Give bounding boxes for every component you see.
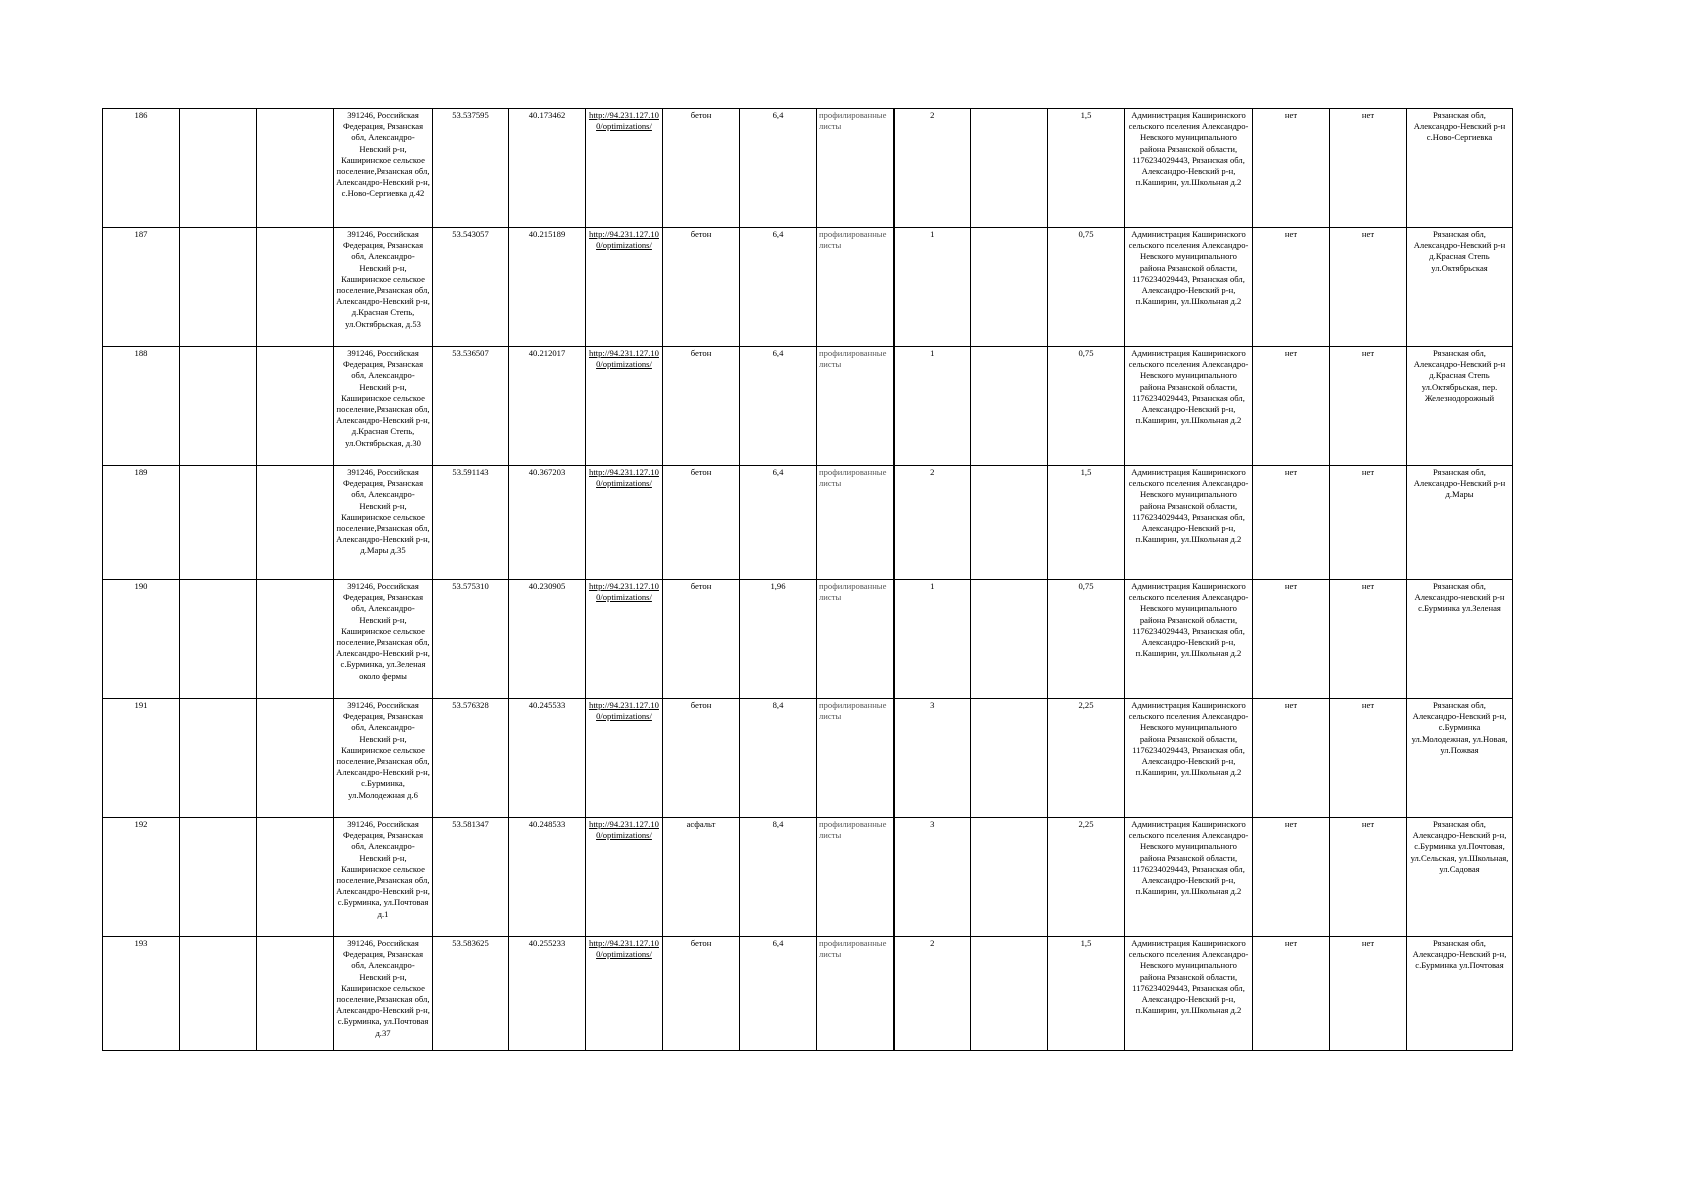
latitude-cell: 53.537595	[433, 109, 509, 228]
fence-material-cell: профилированные листы	[817, 466, 894, 580]
map-link[interactable]: http://94.231.127.10 0/optimizations/	[589, 819, 659, 841]
empty-cell	[971, 109, 1048, 228]
volume-cell: 0,75	[1048, 228, 1125, 347]
longitude-cell: 40.230905	[509, 580, 586, 699]
source-cell: Рязанская обл, Александро-Невский р-н д.Красная Степь ул.Октябрьская, пер. Железнодорожный	[1407, 347, 1513, 466]
map-link-cell	[586, 937, 663, 1051]
map-link-cell	[586, 228, 663, 347]
source-cell: Рязанская обл, Александро-Невский р-н с.Ново-Сергиевка	[1407, 109, 1513, 228]
map-link-cell	[586, 347, 663, 466]
containers-count-cell: 2	[894, 937, 971, 1051]
map-link[interactable]: http://94.231.127.10 0/optimizations/	[589, 110, 659, 132]
area-cell: 6,4	[740, 347, 817, 466]
owner-cell: Администрация Каширинского сельского пселения Александро-Невского муниципального района Рязанской области, 1176234029443, Рязанская обл, Александро-Невский р-н, п.Каширин, ул.Школьная д.2	[1125, 818, 1253, 937]
longitude-cell: 40.367203	[509, 466, 586, 580]
fence-material-cell: профилированные листы	[817, 347, 894, 466]
containers-count-cell: 2	[894, 109, 971, 228]
latitude-cell: 53.591143	[433, 466, 509, 580]
empty-cell	[180, 580, 257, 699]
flag-cell-2: нет	[1330, 466, 1407, 580]
empty-cell	[257, 347, 334, 466]
area-cell: 6,4	[740, 937, 817, 1051]
source-cell: Рязанская обл, Александро-невский р-н с.Бурминка ул.Зеленая	[1407, 580, 1513, 699]
map-link[interactable]: http://94.231.127.10 0/optimizations/	[589, 700, 659, 722]
owner-cell: Администрация Каширинского сельского пселения Александро-Невского муниципального района Рязанской области, 1176234029443, Рязанская обл, Александро-Невский р-н, п.Каширин, ул.Школьная д.2	[1125, 109, 1253, 228]
longitude-cell: 40.173462	[509, 109, 586, 228]
flag-cell-2: нет	[1330, 109, 1407, 228]
volume-cell: 1,5	[1048, 109, 1125, 228]
volume-cell: 2,25	[1048, 818, 1125, 937]
containers-count-cell: 1	[894, 347, 971, 466]
table-row	[103, 699, 1513, 818]
containers-count-cell: 3	[894, 818, 971, 937]
address-cell: 391246, Российская Федерация, Рязанская обл, Александро-Невский р-н, Каширинское сельское поселение,Рязанская обл, Александро-Невский р-н, с.Бурминка, ул.Зеленая около фермы	[334, 580, 433, 699]
map-link[interactable]: http://94.231.127.10 0/optimizations/	[589, 938, 659, 960]
map-link[interactable]: http://94.231.127.10 0/optimizations/	[589, 467, 659, 489]
fence-material-cell: профилированные листы	[817, 580, 894, 699]
owner-cell: Администрация Каширинского сельского пселения Александро-Невского муниципального района Рязанской области, 1176234029443, Рязанская обл, Александро-Невский р-н, п.Каширин, ул.Школьная д.2	[1125, 466, 1253, 580]
surface-cell: асфальт	[663, 818, 740, 937]
address-cell: 391246, Российская Федерация, Рязанская обл, Александро-Невский р-н, Каширинское сельское поселение,Рязанская обл, Александро-Невский р-н, с.Ново-Сергиевка д.42	[334, 109, 433, 228]
fence-material-cell: профилированные листы	[817, 228, 894, 347]
empty-cell	[180, 347, 257, 466]
source-cell: Рязанская обл, Александро-Невский р-н, с.Бурминка ул.Молодежная, ул.Новая, ул.Пожвая	[1407, 699, 1513, 818]
address-cell: 391246, Российская Федерация, Рязанская обл, Александро-Невский р-н, Каширинское сельское поселение,Рязанская обл, Александро-Невский р-н, д.Красная Степь, ул.Октябрьская, д.53	[334, 228, 433, 347]
flag-cell-1: нет	[1253, 580, 1330, 699]
volume-cell: 0,75	[1048, 347, 1125, 466]
empty-cell	[257, 228, 334, 347]
source-cell: Рязанская обл, Александро-Невский р-н, с.Бурминка ул.Почтовая	[1407, 937, 1513, 1051]
flag-cell-2: нет	[1330, 937, 1407, 1051]
latitude-cell: 53.536507	[433, 347, 509, 466]
longitude-cell: 40.215189	[509, 228, 586, 347]
empty-cell	[257, 937, 334, 1051]
row-number-cell: 193	[103, 937, 180, 1051]
area-cell: 8,4	[740, 818, 817, 937]
flag-cell-2: нет	[1330, 228, 1407, 347]
containers-count-cell: 3	[894, 699, 971, 818]
address-cell: 391246, Российская Федерация, Рязанская обл, Александро-Невский р-н, Каширинское сельское поселение,Рязанская обл, Александро-Невский р-н, с.Бурминка, ул.Почтовая д.37	[334, 937, 433, 1051]
row-number-cell: 192	[103, 818, 180, 937]
area-cell: 1,96	[740, 580, 817, 699]
empty-cell	[180, 228, 257, 347]
owner-cell: Администрация Каширинского сельского пселения Александро-Невского муниципального района Рязанской области, 1176234029443, Рязанская обл, Александро-Невский р-н, п.Каширин, ул.Школьная д.2	[1125, 347, 1253, 466]
empty-cell	[180, 818, 257, 937]
address-cell: 391246, Российская Федерация, Рязанская обл, Александро-Невский р-н, Каширинское сельское поселение,Рязанская обл, Александро-Невский р-н, с.Бурминка, ул.Молодежная д.6	[334, 699, 433, 818]
table-row	[103, 228, 1513, 347]
fence-material-cell: профилированные листы	[817, 109, 894, 228]
map-link-cell	[586, 466, 663, 580]
owner-cell: Администрация Каширинского сельского пселения Александро-Невского муниципального района Рязанской области, 1176234029443, Рязанская обл, Александро-Невский р-н, п.Каширин, ул.Школьная д.2	[1125, 228, 1253, 347]
row-number-cell: 187	[103, 228, 180, 347]
source-cell: Рязанская обл, Александро-Невский р-н, с.Бурминка ул.Почтовая, ул.Сельская, ул.Школьная, ул.Садовая	[1407, 818, 1513, 937]
owner-cell: Администрация Каширинского сельского пселения Александро-Невского муниципального района Рязанской области, 1176234029443, Рязанская обл, Александро-Невский р-н, п.Каширин, ул.Школьная д.2	[1125, 580, 1253, 699]
table-row	[103, 347, 1513, 466]
row-number-cell: 186	[103, 109, 180, 228]
flag-cell-1: нет	[1253, 937, 1330, 1051]
fence-material-cell: профилированные листы	[817, 699, 894, 818]
area-cell: 6,4	[740, 228, 817, 347]
surface-cell: бетон	[663, 347, 740, 466]
address-cell: 391246, Российская Федерация, Рязанская обл, Александро-Невский р-н, Каширинское сельское поселение,Рязанская обл, Александро-Невский р-н, д.Мары д.35	[334, 466, 433, 580]
empty-cell	[971, 937, 1048, 1051]
containers-count-cell: 1	[894, 580, 971, 699]
surface-cell: бетон	[663, 699, 740, 818]
flag-cell-1: нет	[1253, 109, 1330, 228]
flag-cell-2: нет	[1330, 347, 1407, 466]
flag-cell-2: нет	[1330, 818, 1407, 937]
volume-cell: 2,25	[1048, 699, 1125, 818]
flag-cell-2: нет	[1330, 580, 1407, 699]
surface-cell: бетон	[663, 937, 740, 1051]
map-link-cell	[586, 818, 663, 937]
source-cell: Рязанская обл, Александро-Невский р-н д.Мары	[1407, 466, 1513, 580]
empty-cell	[180, 937, 257, 1051]
owner-cell: Администрация Каширинского сельского пселения Александро-Невского муниципального района Рязанской области, 1176234029443, Рязанская обл, Александро-Невский р-н, п.Каширин, ул.Школьная д.2	[1125, 937, 1253, 1051]
containers-count-cell: 2	[894, 466, 971, 580]
table-row	[103, 937, 1513, 1051]
map-link[interactable]: http://94.231.127.10 0/optimizations/	[589, 348, 659, 370]
address-cell: 391246, Российская Федерация, Рязанская обл, Александро-Невский р-н, Каширинское сельское поселение,Рязанская обл, Александро-Невский р-н, с.Бурминка, ул.Почтовая д.1	[334, 818, 433, 937]
volume-cell: 1,5	[1048, 466, 1125, 580]
empty-cell	[180, 466, 257, 580]
empty-cell	[971, 347, 1048, 466]
flag-cell-1: нет	[1253, 699, 1330, 818]
volume-cell: 1,5	[1048, 937, 1125, 1051]
longitude-cell: 40.248533	[509, 818, 586, 937]
area-cell: 6,4	[740, 466, 817, 580]
surface-cell: бетон	[663, 580, 740, 699]
flag-cell-1: нет	[1253, 818, 1330, 937]
flag-cell-1: нет	[1253, 347, 1330, 466]
fence-material-cell: профилированные листы	[817, 937, 894, 1051]
empty-cell	[971, 580, 1048, 699]
latitude-cell: 53.583625	[433, 937, 509, 1051]
map-link[interactable]: http://94.231.127.10 0/optimizations/	[589, 229, 659, 251]
owner-cell: Администрация Каширинского сельского пселения Александро-Невского муниципального района Рязанской области, 1176234029443, Рязанская обл, Александро-Невский р-н, п.Каширин, ул.Школьная д.2	[1125, 699, 1253, 818]
latitude-cell: 53.581347	[433, 818, 509, 937]
longitude-cell: 40.212017	[509, 347, 586, 466]
row-number-cell: 191	[103, 699, 180, 818]
flag-cell-1: нет	[1253, 228, 1330, 347]
map-link-cell	[586, 109, 663, 228]
table-row	[103, 818, 1513, 937]
flag-cell-2: нет	[1330, 699, 1407, 818]
latitude-cell: 53.575310	[433, 580, 509, 699]
surface-cell: бетон	[663, 228, 740, 347]
area-cell: 6,4	[740, 109, 817, 228]
empty-cell	[257, 818, 334, 937]
latitude-cell: 53.543057	[433, 228, 509, 347]
flag-cell-1: нет	[1253, 466, 1330, 580]
row-number-cell: 188	[103, 347, 180, 466]
source-cell: Рязанская обл, Александро-Невский р-н д.Красная Степь ул.Октябрьская	[1407, 228, 1513, 347]
area-cell: 8,4	[740, 699, 817, 818]
longitude-cell: 40.245533	[509, 699, 586, 818]
row-number-cell: 189	[103, 466, 180, 580]
empty-cell	[257, 699, 334, 818]
address-cell: 391246, Российская Федерация, Рязанская обл, Александро-Невский р-н, Каширинское сельское поселение,Рязанская обл, Александро-Невский р-н, д.Красная Степь, ул.Октябрьская, д.30	[334, 347, 433, 466]
empty-cell	[257, 466, 334, 580]
empty-cell	[971, 818, 1048, 937]
empty-cell	[971, 699, 1048, 818]
waste-sites-table	[102, 108, 1513, 1051]
surface-cell: бетон	[663, 466, 740, 580]
empty-cell	[971, 228, 1048, 347]
map-link-cell	[586, 580, 663, 699]
table-row	[103, 109, 1513, 228]
latitude-cell: 53.576328	[433, 699, 509, 818]
containers-count-cell: 1	[894, 228, 971, 347]
longitude-cell: 40.255233	[509, 937, 586, 1051]
table-row	[103, 580, 1513, 699]
row-number-cell: 190	[103, 580, 180, 699]
fence-material-cell: профилированные листы	[817, 818, 894, 937]
empty-cell	[180, 109, 257, 228]
empty-cell	[971, 466, 1048, 580]
empty-cell	[257, 109, 334, 228]
table-row	[103, 466, 1513, 580]
empty-cell	[180, 699, 257, 818]
map-link[interactable]: http://94.231.127.10 0/optimizations/	[589, 581, 659, 603]
empty-cell	[257, 580, 334, 699]
map-link-cell	[586, 699, 663, 818]
volume-cell: 0,75	[1048, 580, 1125, 699]
surface-cell: бетон	[663, 109, 740, 228]
